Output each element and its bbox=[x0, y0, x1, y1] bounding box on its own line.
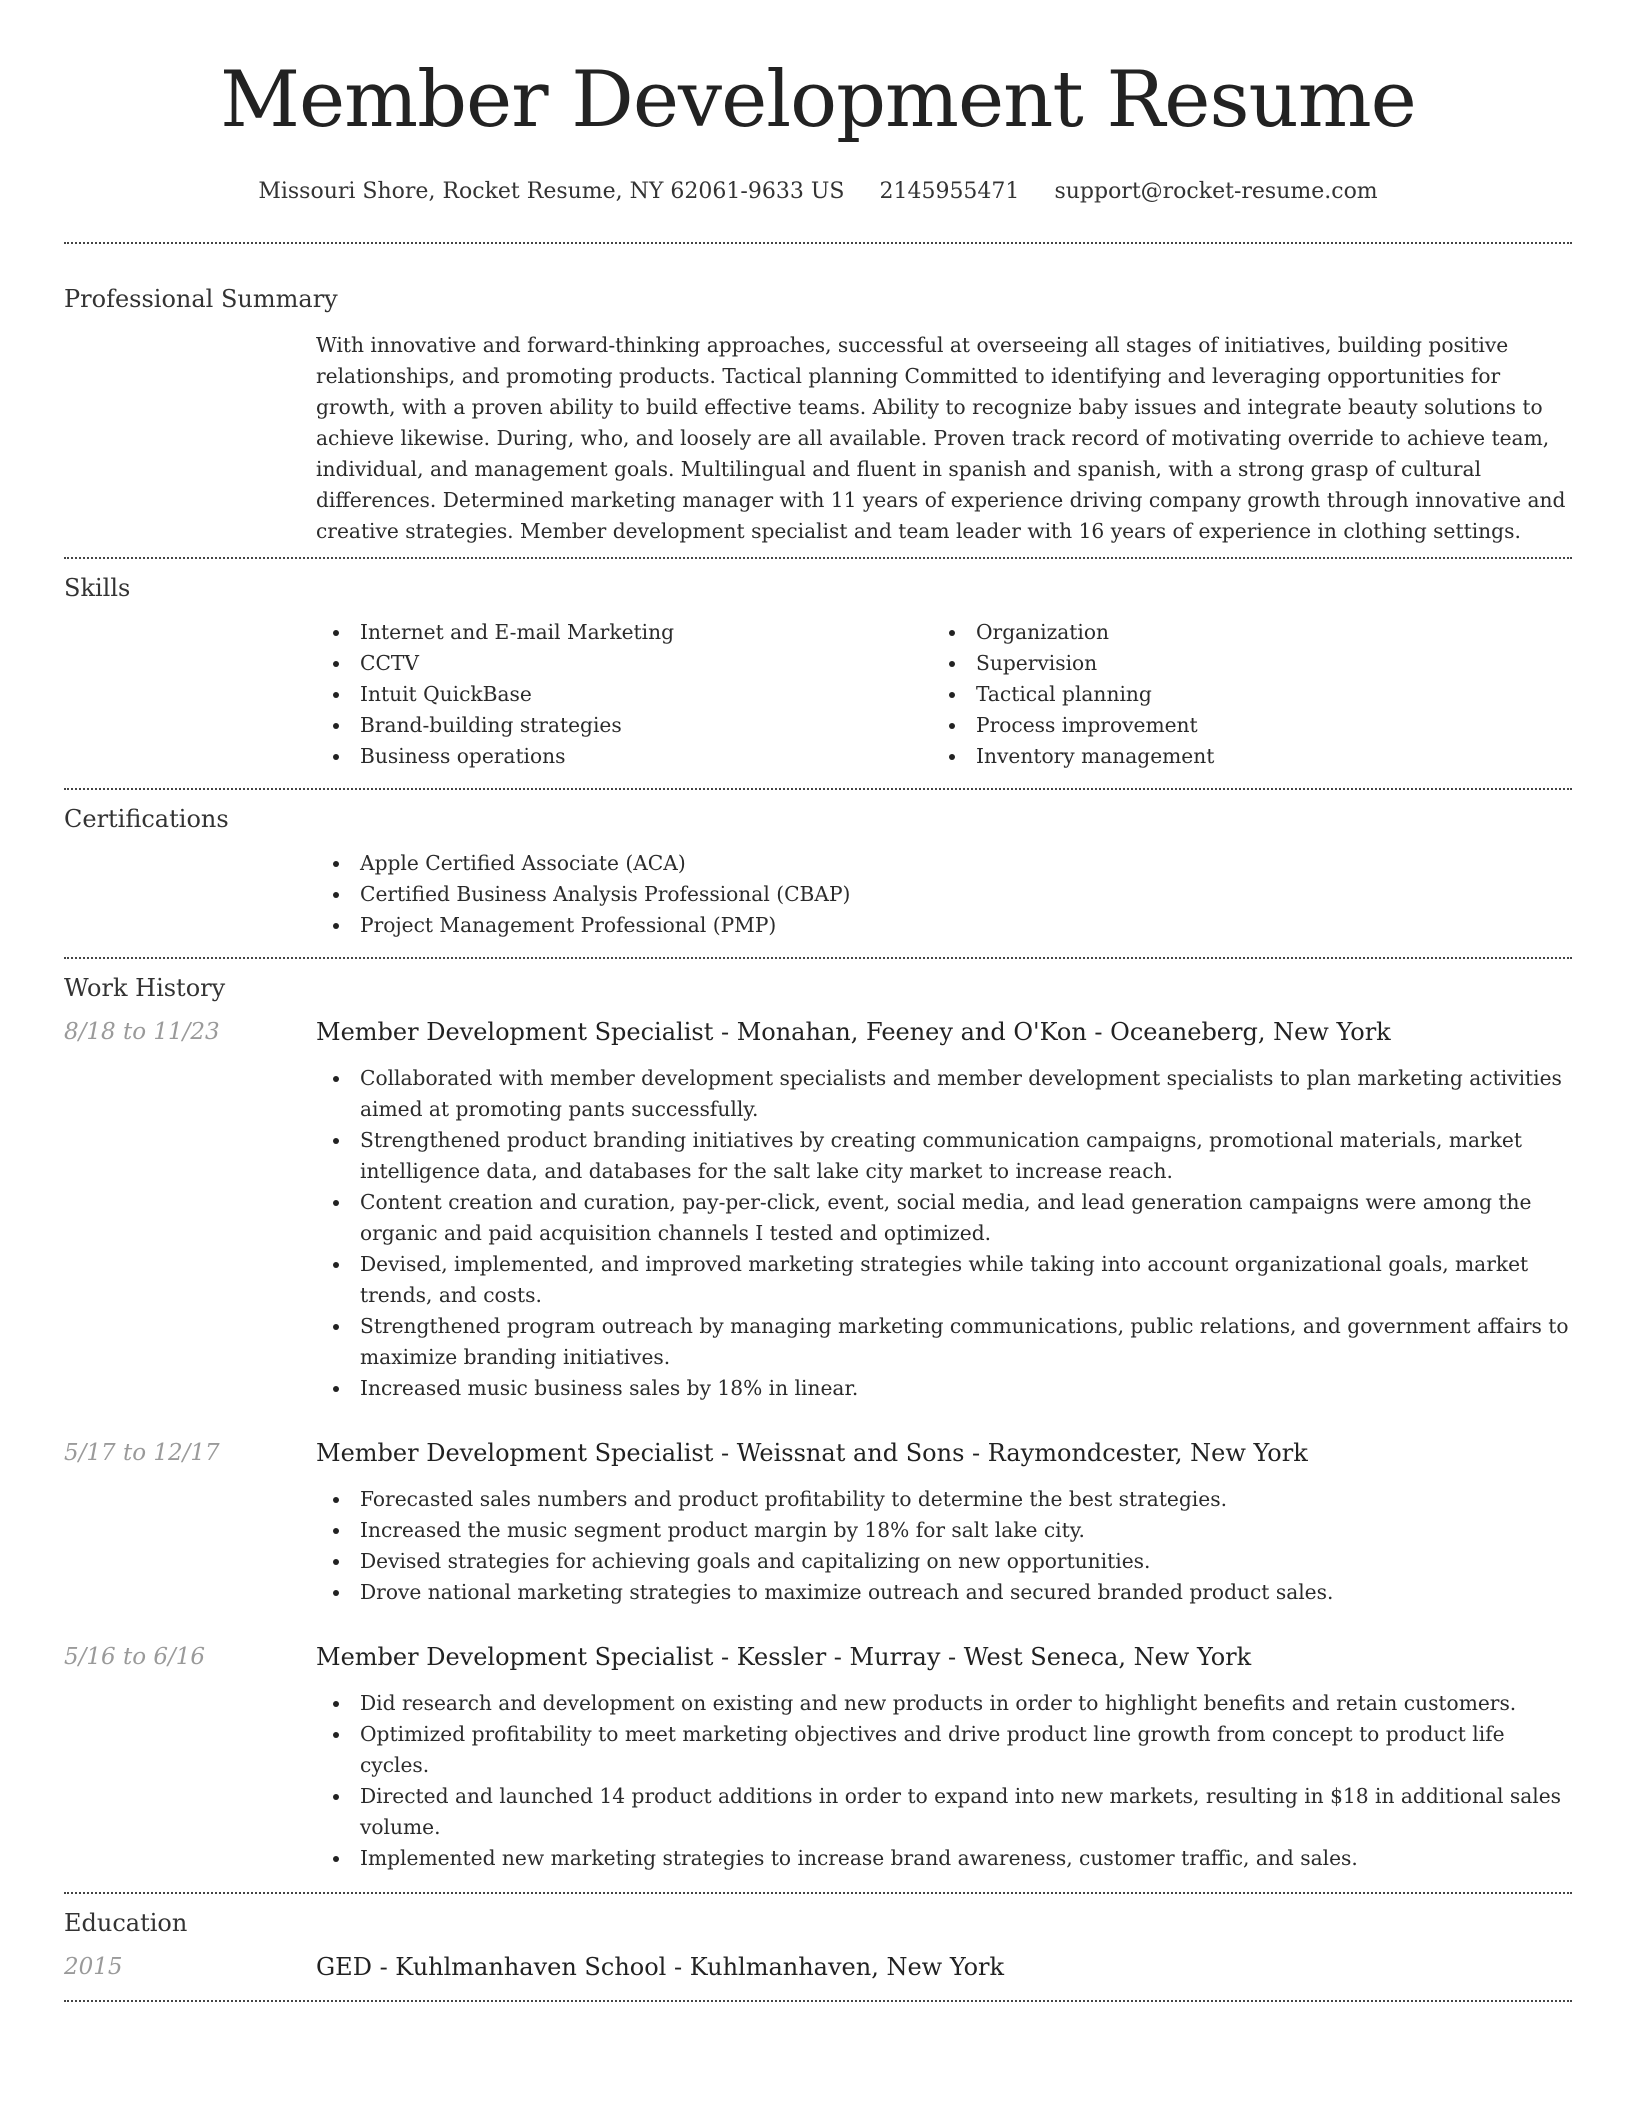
job-bullet: Content creation and curation, pay-per-click, event, social media, and lead generation campaigns were among the organic and paid acquisition channels I tested and optimized. bbox=[316, 1187, 1572, 1249]
summary-text: With innovative and forward-thinking approaches, successful at overseeing all stages of initiatives, building positive relationships, and promoting products. Tactical planning Committed to identifying and leveraging opportunities for growth, with a proven ability to build effective teams. Ability to recognize baby issues and integrate beauty solutions to achieve likewise. During, who, and loosely are all available. Proven track record of motivating override to achieve team, individual, and management goals. Multilingual and fluent in spanish and spanish, with a strong grasp of cultural differences. Determined marketing manager with 11 years of experience driving company growth through innovative and creative strategies. Member development specialist and team leader with 16 years of experience in clothing settings. bbox=[316, 333, 1566, 543]
certifications-heading: Certifications bbox=[64, 805, 229, 833]
job-bullet: Optimized profitability to meet marketing objectives and drive product line growth from concept to product life cycles. bbox=[316, 1719, 1572, 1781]
certifications-list bbox=[316, 848, 1572, 941]
contact-address: Missouri Shore, Rocket Resume, NY 62061-9633 US bbox=[258, 179, 845, 204]
education-heading: Education bbox=[64, 1909, 188, 1937]
skills-list-right bbox=[932, 617, 1548, 772]
skill-item: Brand-building strategies bbox=[316, 710, 932, 741]
certification-item: Certified Business Analysis Professional (CBAP) bbox=[316, 879, 1572, 910]
work-heading: Work History bbox=[64, 974, 226, 1002]
job-bullet-list bbox=[316, 1484, 1572, 1608]
job-title: Member Development Specialist - Monahan, Feeney and O'Kon - Oceaneberg, New York bbox=[316, 1018, 1391, 1046]
resume-page bbox=[64, 0, 1572, 2002]
job-entry bbox=[64, 1017, 1572, 1404]
job-date: 8/18 to 11/23 bbox=[64, 1019, 220, 1045]
job-bullet: Increased the music segment product margin by 18% for salt lake city. bbox=[316, 1515, 1572, 1546]
job-bullet: Did research and development on existing and new products in order to highlight benefits and retain customers. bbox=[316, 1688, 1572, 1719]
job-bullet: Increased music business sales by 18% in linear. bbox=[316, 1373, 1572, 1404]
skill-item: Business operations bbox=[316, 741, 932, 772]
skills-grid bbox=[316, 617, 1572, 788]
resume-title: Member Development Resume bbox=[220, 55, 1416, 145]
job-bullet: Strengthened program outreach by managing marketing communications, public relations, and government affairs to maximize branding initiatives. bbox=[316, 1311, 1572, 1373]
job-bullet: Devised, implemented, and improved marketing strategies while taking into account organizational goals, market trends, and costs. bbox=[316, 1249, 1572, 1311]
skill-item: Inventory management bbox=[932, 741, 1548, 772]
job-bullet: Drove national marketing strategies to maximize outreach and secured branded product sales. bbox=[316, 1577, 1572, 1608]
job-bullet: Devised strategies for achieving goals and capitalizing on new opportunities. bbox=[316, 1546, 1572, 1577]
skill-item: Internet and E-mail Marketing bbox=[316, 617, 932, 648]
education-date: 2015 bbox=[64, 1954, 123, 1980]
certification-item: Apple Certified Associate (ACA) bbox=[316, 848, 1572, 879]
job-bullet: Strengthened product branding initiatives by creating communication campaigns, promotional materials, market intelligence data, and databases for the salt lake city market to increase reach. bbox=[316, 1125, 1572, 1187]
skill-item: Intuit QuickBase bbox=[316, 679, 932, 710]
education-section bbox=[64, 1894, 1572, 2000]
job-bullet: Forecasted sales numbers and product profitability to determine the best strategies. bbox=[316, 1484, 1572, 1515]
education-title: GED - Kuhlmanhaven School - Kuhlmanhaven, New York bbox=[316, 1953, 1005, 1981]
job-entry bbox=[64, 1642, 1572, 1874]
job-date: 5/16 to 6/16 bbox=[64, 1644, 206, 1670]
contact-phone: 2145955471 bbox=[879, 179, 1020, 204]
skill-item: Organization bbox=[932, 617, 1548, 648]
job-entry bbox=[64, 1438, 1572, 1608]
work-section bbox=[64, 959, 1572, 1892]
job-bullet: Collaborated with member development specialists and member development specialists to plan marketing activities aimed at promoting pants successfully. bbox=[316, 1063, 1572, 1125]
job-title: Member Development Specialist - Kessler - Murray - West Seneca, New York bbox=[316, 1643, 1252, 1671]
skills-heading: Skills bbox=[64, 574, 131, 602]
job-bullet-list bbox=[316, 1688, 1572, 1874]
education-entry bbox=[64, 1952, 1572, 2000]
certifications-content bbox=[316, 848, 1572, 957]
job-bullet-list bbox=[316, 1063, 1572, 1404]
skill-item: CCTV bbox=[316, 648, 932, 679]
contact-line bbox=[64, 178, 1572, 206]
skill-item: Supervision bbox=[932, 648, 1548, 679]
certifications-section bbox=[64, 790, 1572, 957]
contact-email: support@rocket-resume.com bbox=[1054, 179, 1378, 204]
job-bullet: Implemented new marketing strategies to increase brand awareness, customer traffic, and sales. bbox=[316, 1843, 1572, 1874]
job-date: 5/17 to 12/17 bbox=[64, 1440, 220, 1466]
work-jobs bbox=[64, 1017, 1572, 1892]
summary-section bbox=[64, 244, 1572, 557]
skills-section bbox=[64, 559, 1572, 788]
certification-item: Project Management Professional (PMP) bbox=[316, 910, 1572, 941]
job-title: Member Development Specialist - Weissnat and Sons - Raymondcester, New York bbox=[316, 1439, 1308, 1467]
skills-list-left bbox=[316, 617, 932, 772]
job-bullet: Directed and launched 14 product additions in order to expand into new markets, resulting in $18 in additional sales volume. bbox=[316, 1781, 1572, 1843]
divider bbox=[64, 2000, 1572, 2002]
summary-heading: Professional Summary bbox=[64, 285, 338, 313]
skill-item: Process improvement bbox=[932, 710, 1548, 741]
skill-item: Tactical planning bbox=[932, 679, 1548, 710]
